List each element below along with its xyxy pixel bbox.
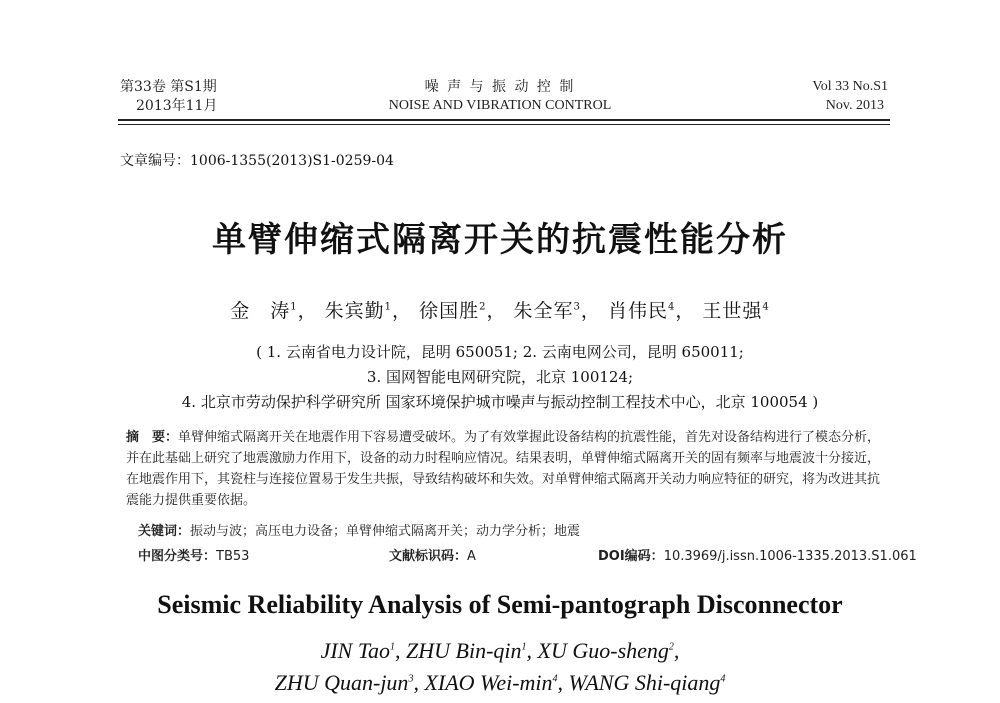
header-volume-issue: 第33卷 第S1期	[120, 79, 217, 95]
author-affiliation-mark: 4	[762, 301, 770, 313]
author-separator: ，	[580, 300, 608, 322]
author-separator: ,	[526, 638, 538, 663]
doc-label: 文献标识码：	[389, 549, 468, 564]
authors-en-line2	[0, 670, 1000, 696]
header-volume-en: Vol 33 No.S1	[812, 79, 888, 94]
keywords	[138, 520, 580, 539]
author-name: 徐国胜	[419, 300, 480, 322]
header-date-en: Nov. 2013	[825, 98, 884, 113]
author-affiliation-mark: 2	[668, 641, 674, 653]
author-separator: ,	[673, 638, 680, 663]
page-title: 单臂伸缩式隔离开关的抗震性能分析	[212, 220, 788, 260]
authors-cn	[0, 296, 1000, 323]
author-affiliation-mark: 4	[667, 301, 676, 313]
article-id: 文章编号：1006-1355(2013)S1-0259-04	[120, 153, 394, 169]
author-name: JIN Tao	[320, 638, 391, 663]
author-name: ZHU Quan-jun	[274, 670, 409, 695]
author-affiliation-mark: 4	[720, 673, 726, 685]
affiliation-line: 4. 北京市劳动保护科学研究所 国家环境保护城市噪声与振动控制工程技术中心，北京 100054 )	[181, 393, 819, 411]
author-affiliation-mark: 1	[390, 641, 396, 653]
author-affiliation-mark: 2	[479, 301, 487, 313]
author-separator: ，	[392, 300, 420, 322]
author-affiliation-mark: 3	[408, 673, 414, 685]
doi	[598, 545, 917, 564]
author-separator: ,	[395, 638, 407, 663]
header-journal-cn: 噪 声 与 振 动 控 制	[424, 79, 576, 95]
author-separator: ,	[413, 670, 425, 695]
header-journal-en: NOISE AND VIBRATION CONTROL	[388, 98, 612, 113]
keywords-label: 关键词：	[138, 524, 191, 539]
author-name: 朱全军	[513, 300, 574, 322]
abstract	[126, 427, 892, 511]
author-separator: ，	[486, 300, 514, 322]
author-name: 金 涛	[230, 300, 291, 322]
header-rule-thick	[118, 119, 890, 121]
author-separator: ，	[675, 300, 703, 322]
doc-code	[389, 545, 476, 564]
abstract-text: 单臂伸缩式隔离开关在地震作用下容易遭受破坏。为了有效掌握此设备结构的抗震性能，首先对设备结构进行了模态分析，并在此基础上研究了地震激励力作用下，设备的动力时程响应情况。结果表明，单臂伸缩式隔离开关的固有频率与地震波十分接近，在地震作用下，其瓷柱与连接位置易于发生共振，导致结构破坏和失效。对单臂伸缩式隔离开关动力响应特征的研究，将为改进其抗震能力提供重要依据。	[126, 430, 881, 508]
doc-value: A	[467, 549, 476, 564]
author-separator: ,	[557, 670, 569, 695]
header-date-cn: 2013年11月	[136, 98, 218, 114]
author-affiliation-mark: 4	[552, 673, 558, 685]
affiliation-line: 3. 国网智能电网研究院，北京 100124;	[366, 368, 634, 386]
keywords-text: 振动与波；高压电力设备；单臂伸缩式隔离开关；动力学分析；地震	[190, 524, 581, 539]
author-name: WANG Shi-qiang	[568, 670, 721, 695]
doi-value: 10.3969/j.issn.1006-1335.2013.S1.061	[663, 549, 917, 564]
author-name: ZHU Bin-qin	[406, 638, 522, 663]
author-affiliation-mark: 1	[521, 641, 527, 653]
author-affiliation-mark: 3	[573, 301, 581, 313]
title-en: Seismic Reliability Analysis of Semi-pantograph Disconnector	[157, 590, 843, 619]
author-name: 王世强	[702, 300, 763, 322]
author-name: 朱宾勤	[324, 300, 385, 322]
abstract-label: 摘 要：	[126, 430, 179, 445]
author-name: XIAO Wei-min	[424, 670, 553, 695]
author-affiliation-mark: 1	[290, 301, 298, 313]
clc-value: TB53	[216, 549, 250, 564]
clc-label: 中图分类号：	[138, 549, 217, 564]
author-name: 肖伟民	[607, 300, 668, 322]
author-affiliation-mark: 1	[384, 301, 393, 313]
author-separator: ，	[297, 300, 325, 322]
clc-number	[138, 545, 249, 564]
header-rule-thin	[118, 124, 890, 125]
doi-label: DOI编码：	[598, 549, 664, 564]
authors-en-line1	[0, 638, 1000, 664]
author-name: XU Guo-sheng	[537, 638, 669, 663]
affiliation-line: ( 1. 云南省电力设计院，昆明 650051; 2. 云南电网公司，昆明 650011;	[256, 343, 744, 361]
